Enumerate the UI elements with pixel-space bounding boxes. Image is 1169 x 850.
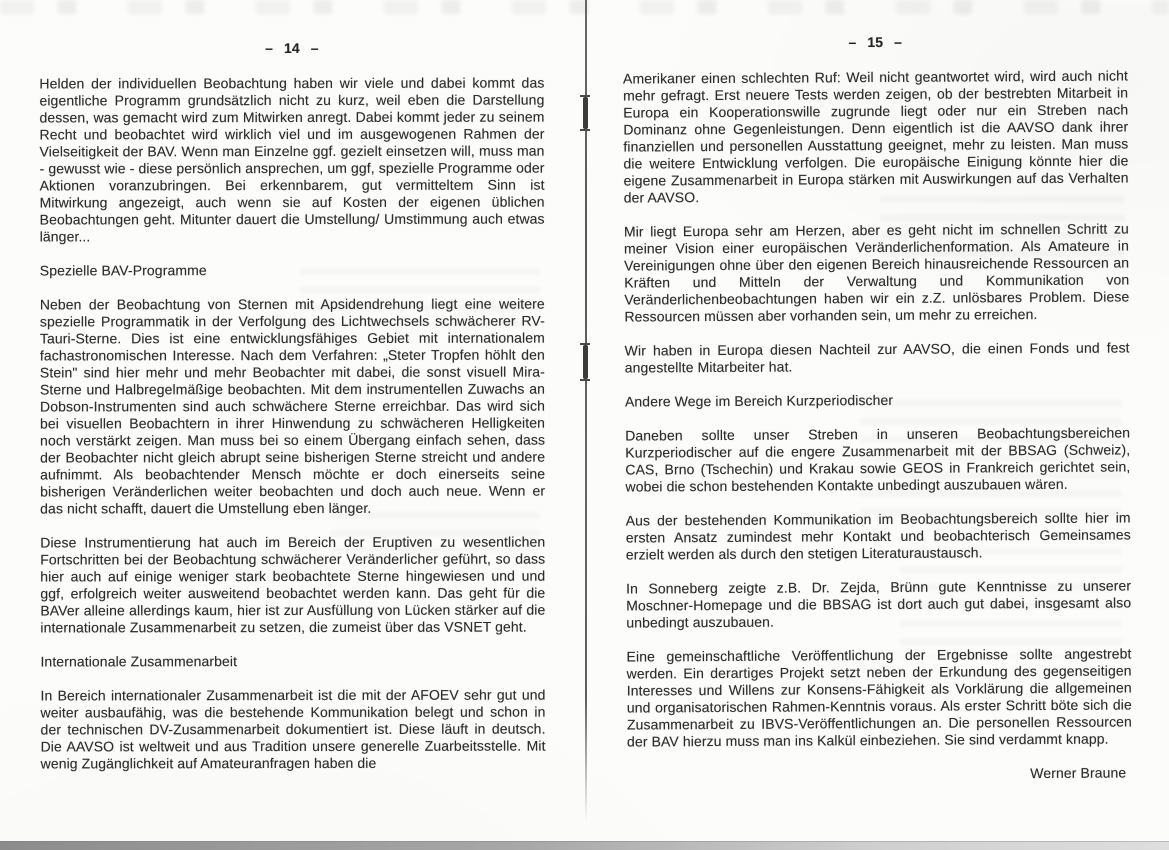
paragraph: In Bereich internationaler Zusammenarbeit ist die mit der AFOEV sehr gut und weiter ausbaufähig, was die bestehende Kommunikation belegt und schon in der technischen DV-Zusammenarbeit dokumentiert ist. Diese läuft in deutsch. Die AAVSO ist weltweit und aus Tradition unsere generelle Zuarbeitsstelle. Mit wenig Zugänglichkeit auf Amateuranfragen haben die [40, 686, 546, 772]
page-number-14: – 14 – [265, 39, 319, 57]
section-heading-spezielle-bav-programme: Spezielle BAV-Programme [39, 262, 207, 279]
page-15 [623, 32, 1133, 784]
page-14 [39, 40, 545, 790]
paragraph: Mir liegt Europa sehr am Herzen, aber es geht nicht im schnellen Schritt zu meiner Vision einer europäischen Veränderlichenformation. Als Amateure in Vereinigungen ohne über den eigenen Bereich hinausreichende Ressourcen an Kräften und Mitteln der Verwaltung und Kommunikation von Veränderlichenbeobachtungen haben wir ein z.Z. unlösbares Problem. Diese Ressourcen müssen aber vorhanden sein, um mehr zu erreichen. [623, 220, 1130, 325]
scanner-edge-artifact-bottom [0, 841, 1169, 850]
paragraph: Diese Instrumentierung hat auch im Bereich der Eruptiven zu wesentlichen Fortschritten bei der Beobachtung schwächerer Veränderlicher geführt, so dass hier auch auf einige weniger stark beobachtete Sterne hingewiesen und und ggf, erfolgreich weiter ausweitend beobachtet werden kann. Das geht für die BAVer alleine allerdings kaum, hier ist zur Ausfüllung von Lücken stärker auf die internationale Zusammenarbeit zu setzen, die zumeist über das VSNET geht. [40, 533, 546, 636]
author-signature: Werner Braune [1030, 764, 1127, 782]
scanner-edge-artifact-top [0, 0, 1169, 14]
staple-mark [583, 345, 588, 379]
paragraph: Helden der individuellen Beobachtung haben wir viele und dabei kommt das eigentliche Programm grundsätzlich nicht zu kurz, weil eben die Darstellung dessen, was gemacht wird zum Mitwirken anregt. Dabei kommt jeder zu seinem Recht und beobachtet wird wirklich viel und im ausgewogenen Rahmen der Vielseitigkeit der BAV. Wenn man Einzelne ggf. gezielt einsetzen will, muss man - gewusst wie - diese persönlich ansprechen, um ggf, spezielle Programme oder Aktionen voranzubringen. Bei erkennbarem, gut vermitteltem Sinn ist Mitwirkung angezeigt, auch wenn sie auf Kosten der eigenen üblichen Beobachtungen geht. Mitunter dauert die Umstellung/ Umstimmung auch etwas länger... [39, 74, 545, 245]
paragraph: Daneben sollte unser Streben in unseren Beobachtungsbereichen Kurzperiodischer auf die engere Zusammenarbeit mit der BBSAG (Schweiz), CAS, Brno (Tschechin) und Krakau sowie GEOS in Frankreich gerichtet sein, wobei die schon bestehenden Kontakte unbedingt auszubauen wären. [625, 424, 1131, 495]
paragraph: In Sonneberg zeigte z.B. Dr. Zejda, Brünn gute Kenntnisse zu unserer Moschner-Homepage und die BBSAG ist dort auch gut dabei, insgesamt also unbedingt auszubauen. [626, 577, 1132, 631]
paragraph: Aus der bestehenden Kommunikation im Beobachtungsbereich sollte hier im ersten Ansatz zumindest mehr Kontakt und beobachterisch Gemeinsames erzielt werden als durch den stetigen Literaturaustausch. [625, 509, 1131, 563]
section-heading-andere-wege: Andere Wege im Bereich Kurzperiodischer [624, 391, 894, 410]
paragraph: Neben der Beobachtung von Sternen mit Apsidendrehung liegt eine weitere spezielle Programmatik in der Verfolgung des Lichtwechsels schwächerer RV-Tauri-Sterne. Dies ist eine entwicklungsfähiges Gebiet mit internationalem fachastronomischen Interesse. Nach dem Verfahren: „Steter Tropfen höhlt den Stein" sind hier mehr und mehr Beobachter mit dabei, die sonst visuell Mira-Sterne und Halbregelmäßige beobachten. Mit dem instrumentellen Zuwachs an Dobson-Instrumenten sind auch schwächere Sterne erreichbar. Das wird sich bei visuellen Beobachtern in ihrer Hinwendung zu schwächeren Helligkeiten noch verstärkt zeigen. Man muss bei so einem Übergang einfach sehen, dass der Beobachter nicht gleich abrupt seine bisherigen Sterne streicht und andere aufnimmt. Als beobachtender Mensch möchte er doch einerseits seine bisherigen Veränderlichen weiter beobachten und doch auch neue. Wenn er das nicht schafft, dauert die Umstellung eben länger. [39, 295, 546, 517]
paragraph: Wir haben in Europa diesen Nachteil zur AAVSO, die einen Fonds und fest angestellte Mitarbeiter hat. [624, 339, 1130, 376]
staple-mark [583, 97, 588, 129]
section-heading-internationale-zusammenarbeit: Internationale Zusammenarbeit [40, 653, 238, 670]
paragraph: Eine gemeinschaftliche Veröffentlichung der Ergebnisse sollte angestrebt werden. Ein derartiges Projekt setzt neben der Erkundung des gegenseitigen Interesses und Willens zur Konsens-Fähigkeit als Vorklärung die allgemeinen und organisatorischen Rahmen-Kenntnis voraus. Als erster Schritt böte sich die Zusammenarbeit zu IBVS-Veröffentlichungen an. Die personellen Ressourcen der BAV hierzu muss man ins Kalkül einbeziehen. Sie sind verdammt knapp. [626, 645, 1132, 750]
page-number-15: – 15 – [848, 33, 903, 51]
paragraph: Amerikaner einen schlechten Ruf: Weil nicht geantwortet wird, wird auch nicht mehr gefragt. Erst neuere Tests werden zeigen, ob der bestrebten Mitarbeit in Europa ein Kooperationswille zugrunde liegt oder nur ein Streben nach Dominanz ohne Gegenleistungen. Denn eigentlich ist die AAVSO dank ihrer finanziellen und personellen Ausstattung geeignet, mehr zu leisten. Man muss die weitere Entwicklung verfolgen. Die europäische Einigung könnte hier die eigene Zusammenarbeit in Europa stärken mit Auswirkungen auf das Verhalten der AAVSO. [622, 67, 1129, 206]
